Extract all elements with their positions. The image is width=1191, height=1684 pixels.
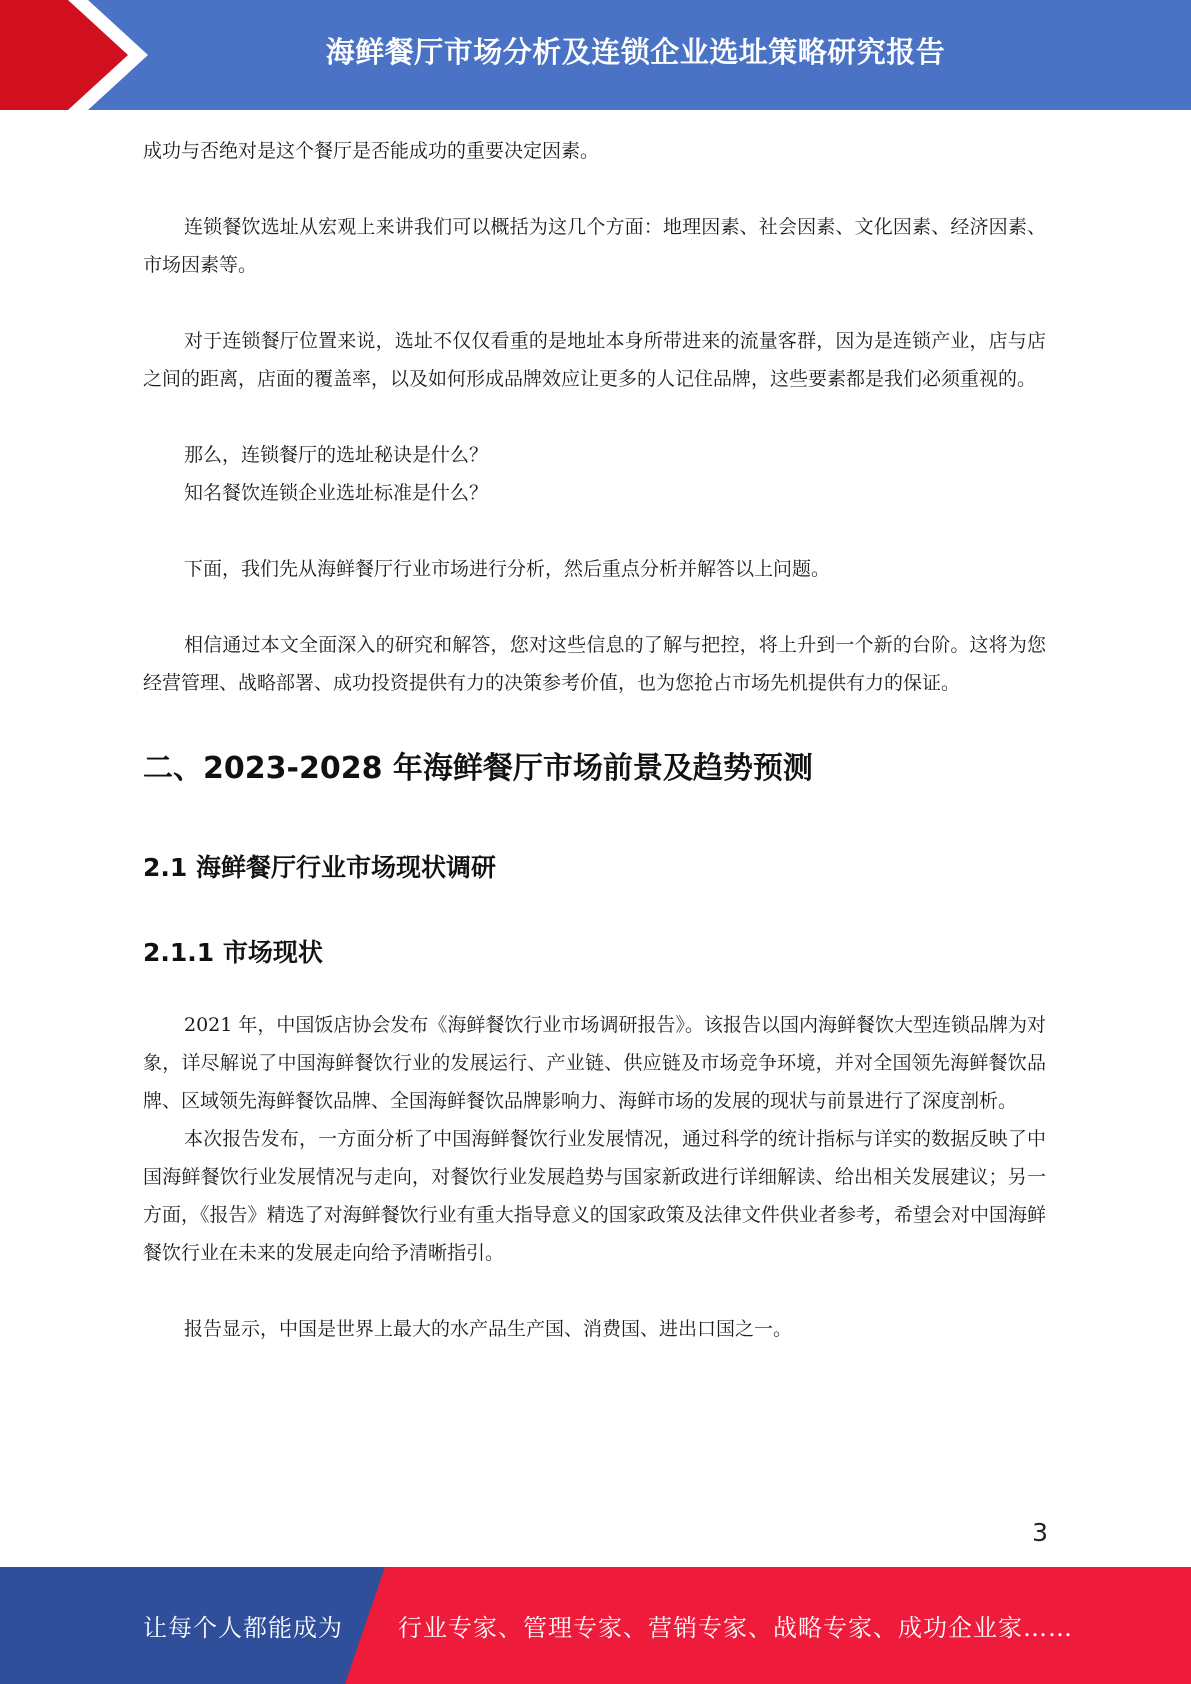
question-line: 那么，连锁餐厅的选址秘诀是什么？	[184, 444, 489, 466]
header-chevron-decoration	[0, 0, 150, 110]
paragraph: 下面，我们先从海鲜餐厅行业市场进行分析，然后重点分析并解答以上问题。	[184, 558, 831, 580]
paragraph: 对于连锁餐厅位置来说，选址不仅仅看重的是地址本身所带进来的流量客群，因为是连锁产业，店与店之间的距离，店面的覆盖率，以及如何形成品牌效应让更多的人记住品牌，这些要素都是我们必须重视的。	[143, 330, 1046, 390]
subsection-heading: 2.1 海鲜餐厅行业市场现状调研	[143, 853, 496, 882]
section-heading: 二、2023-2028 年海鲜餐厅市场前景及趋势预测	[143, 751, 813, 786]
question-line: 知名餐饮连锁企业选址标准是什么？	[184, 482, 489, 504]
page-footer	[0, 1567, 1191, 1684]
paragraph: 连锁餐饮选址从宏观上来讲我们可以概括为这几个方面：地理因素、社会因素、文化因素、经济因素、市场因素等。	[143, 216, 1046, 276]
page-header	[0, 0, 1191, 110]
page-content	[143, 132, 1046, 1348]
page-number: 3	[1032, 1518, 1048, 1547]
subsubsection-heading: 2.1.1 市场现状	[143, 938, 323, 967]
paragraph: 本次报告发布，一方面分析了中国海鲜餐饮行业发展情况，通过科学的统计指标与详实的数据反映了中国海鲜餐饮行业发展情况与走向，对餐饮行业发展趋势与国家新政进行详细解读、给出相关发展建议；另一方面，《报告》精选了对海鲜餐饮行业有重大指导意义的国家政策及法律文件供业者参考，希望会对中国海鲜餐饮行业在未来的发展走向给予清晰指引。	[143, 1128, 1046, 1264]
footer-slogan-right: 行业专家、管理专家、营销专家、战略专家、成功企业家……	[398, 1614, 1073, 1642]
footer-slogan-left: 让每个人都能成为	[143, 1614, 343, 1642]
paragraph: 相信通过本文全面深入的研究和解答，您对这些信息的了解与把控，将上升到一个新的台阶。这将为您经营管理、战略部署、成功投资提供有力的决策参考价值，也为您抢占市场先机提供有力的保证。	[143, 634, 1046, 694]
paragraph: 报告显示，中国是世界上最大的水产品生产国、消费国、进出口国之一。	[184, 1318, 793, 1340]
paragraph: 2021 年，中国饭店协会发布《海鲜餐饮行业市场调研报告》。该报告以国内海鲜餐饮大型连锁品牌为对象，详尽解说了中国海鲜餐饮行业的发展运行、产业链、供应链及市场竞争环境，并对全国领先海鲜餐饮品牌、区域领先海鲜餐饮品牌、全国海鲜餐饮品牌影响力、海鲜市场的发展的现状与前景进行了深度剖析。	[143, 1014, 1046, 1112]
paragraph: 成功与否绝对是这个餐厅是否能成功的重要决定因素。	[143, 140, 600, 162]
document-title: 海鲜餐厅市场分析及连锁企业选址策略研究报告	[325, 34, 946, 69]
